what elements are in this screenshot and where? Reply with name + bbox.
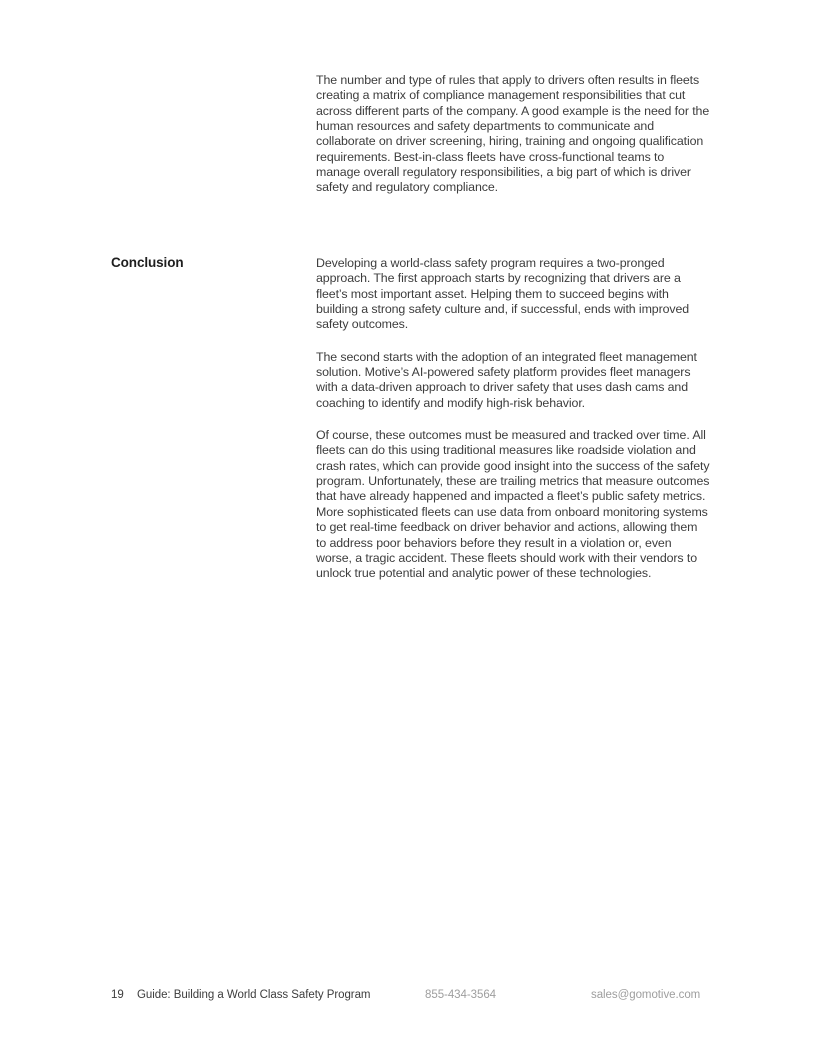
intro-paragraph: The number and type of rules that apply to drivers often results in fleets creating a matrix of compliance management responsibilities that cut across different parts of the company. A good example is the need for the human resources and safety departments to communicate and collaborate on driver screening, hiring, training and ongoing qualification requirements. Best-in-class fleets have cross-functional teams to manage overall regulatory responsibilities, a big part of which is driver safety and regulatory compliance. (316, 73, 710, 195)
conclusion-paragraph-3: Of course, these outcomes must be measured and tracked over time. All fleets can do this using traditional measures like roadside violation and crash rates, which can provide good insight into the success of the safety program. Unfortunately, these are trailing metrics that measure outcomes that have already happened and impacted a fleet’s public safety metrics. More sophisticated fleets can use data from onboard monitoring systems to get real-time feedback on driver behavior and actions, allowing them to address poor behaviors before they result in a violation or, even worse, a tragic accident. These fleets should work with their vendors to unlock true potential and analytic power of these technologies. (316, 428, 710, 581)
conclusion-body (316, 256, 710, 582)
conclusion-heading: Conclusion (111, 255, 184, 270)
page-footer (0, 988, 816, 1004)
footer-email: sales@gomotive.com (591, 989, 701, 1001)
footer-page-number: 19 (111, 989, 124, 1001)
footer-document-title: Guide: Building a World Class Safety Program (137, 989, 371, 1001)
footer-phone: 855-434-3564 (425, 989, 497, 1001)
conclusion-paragraph-2: The second starts with the adoption of an integrated fleet management solution. Motive’s AI-powered safety platform provides fleet managers with a data-driven approach to driver safety that uses dash cams and coaching to identify and modify high-risk behavior. (316, 349, 697, 410)
conclusion-paragraph-1: Developing a world-class safety program requires a two-pronged approach. The first approach starts by recognizing that drivers are a fleet’s most important asset. Helping them to succeed begins with building a strong safety culture and, if successful, ends with improved safety outcomes. (316, 256, 690, 332)
